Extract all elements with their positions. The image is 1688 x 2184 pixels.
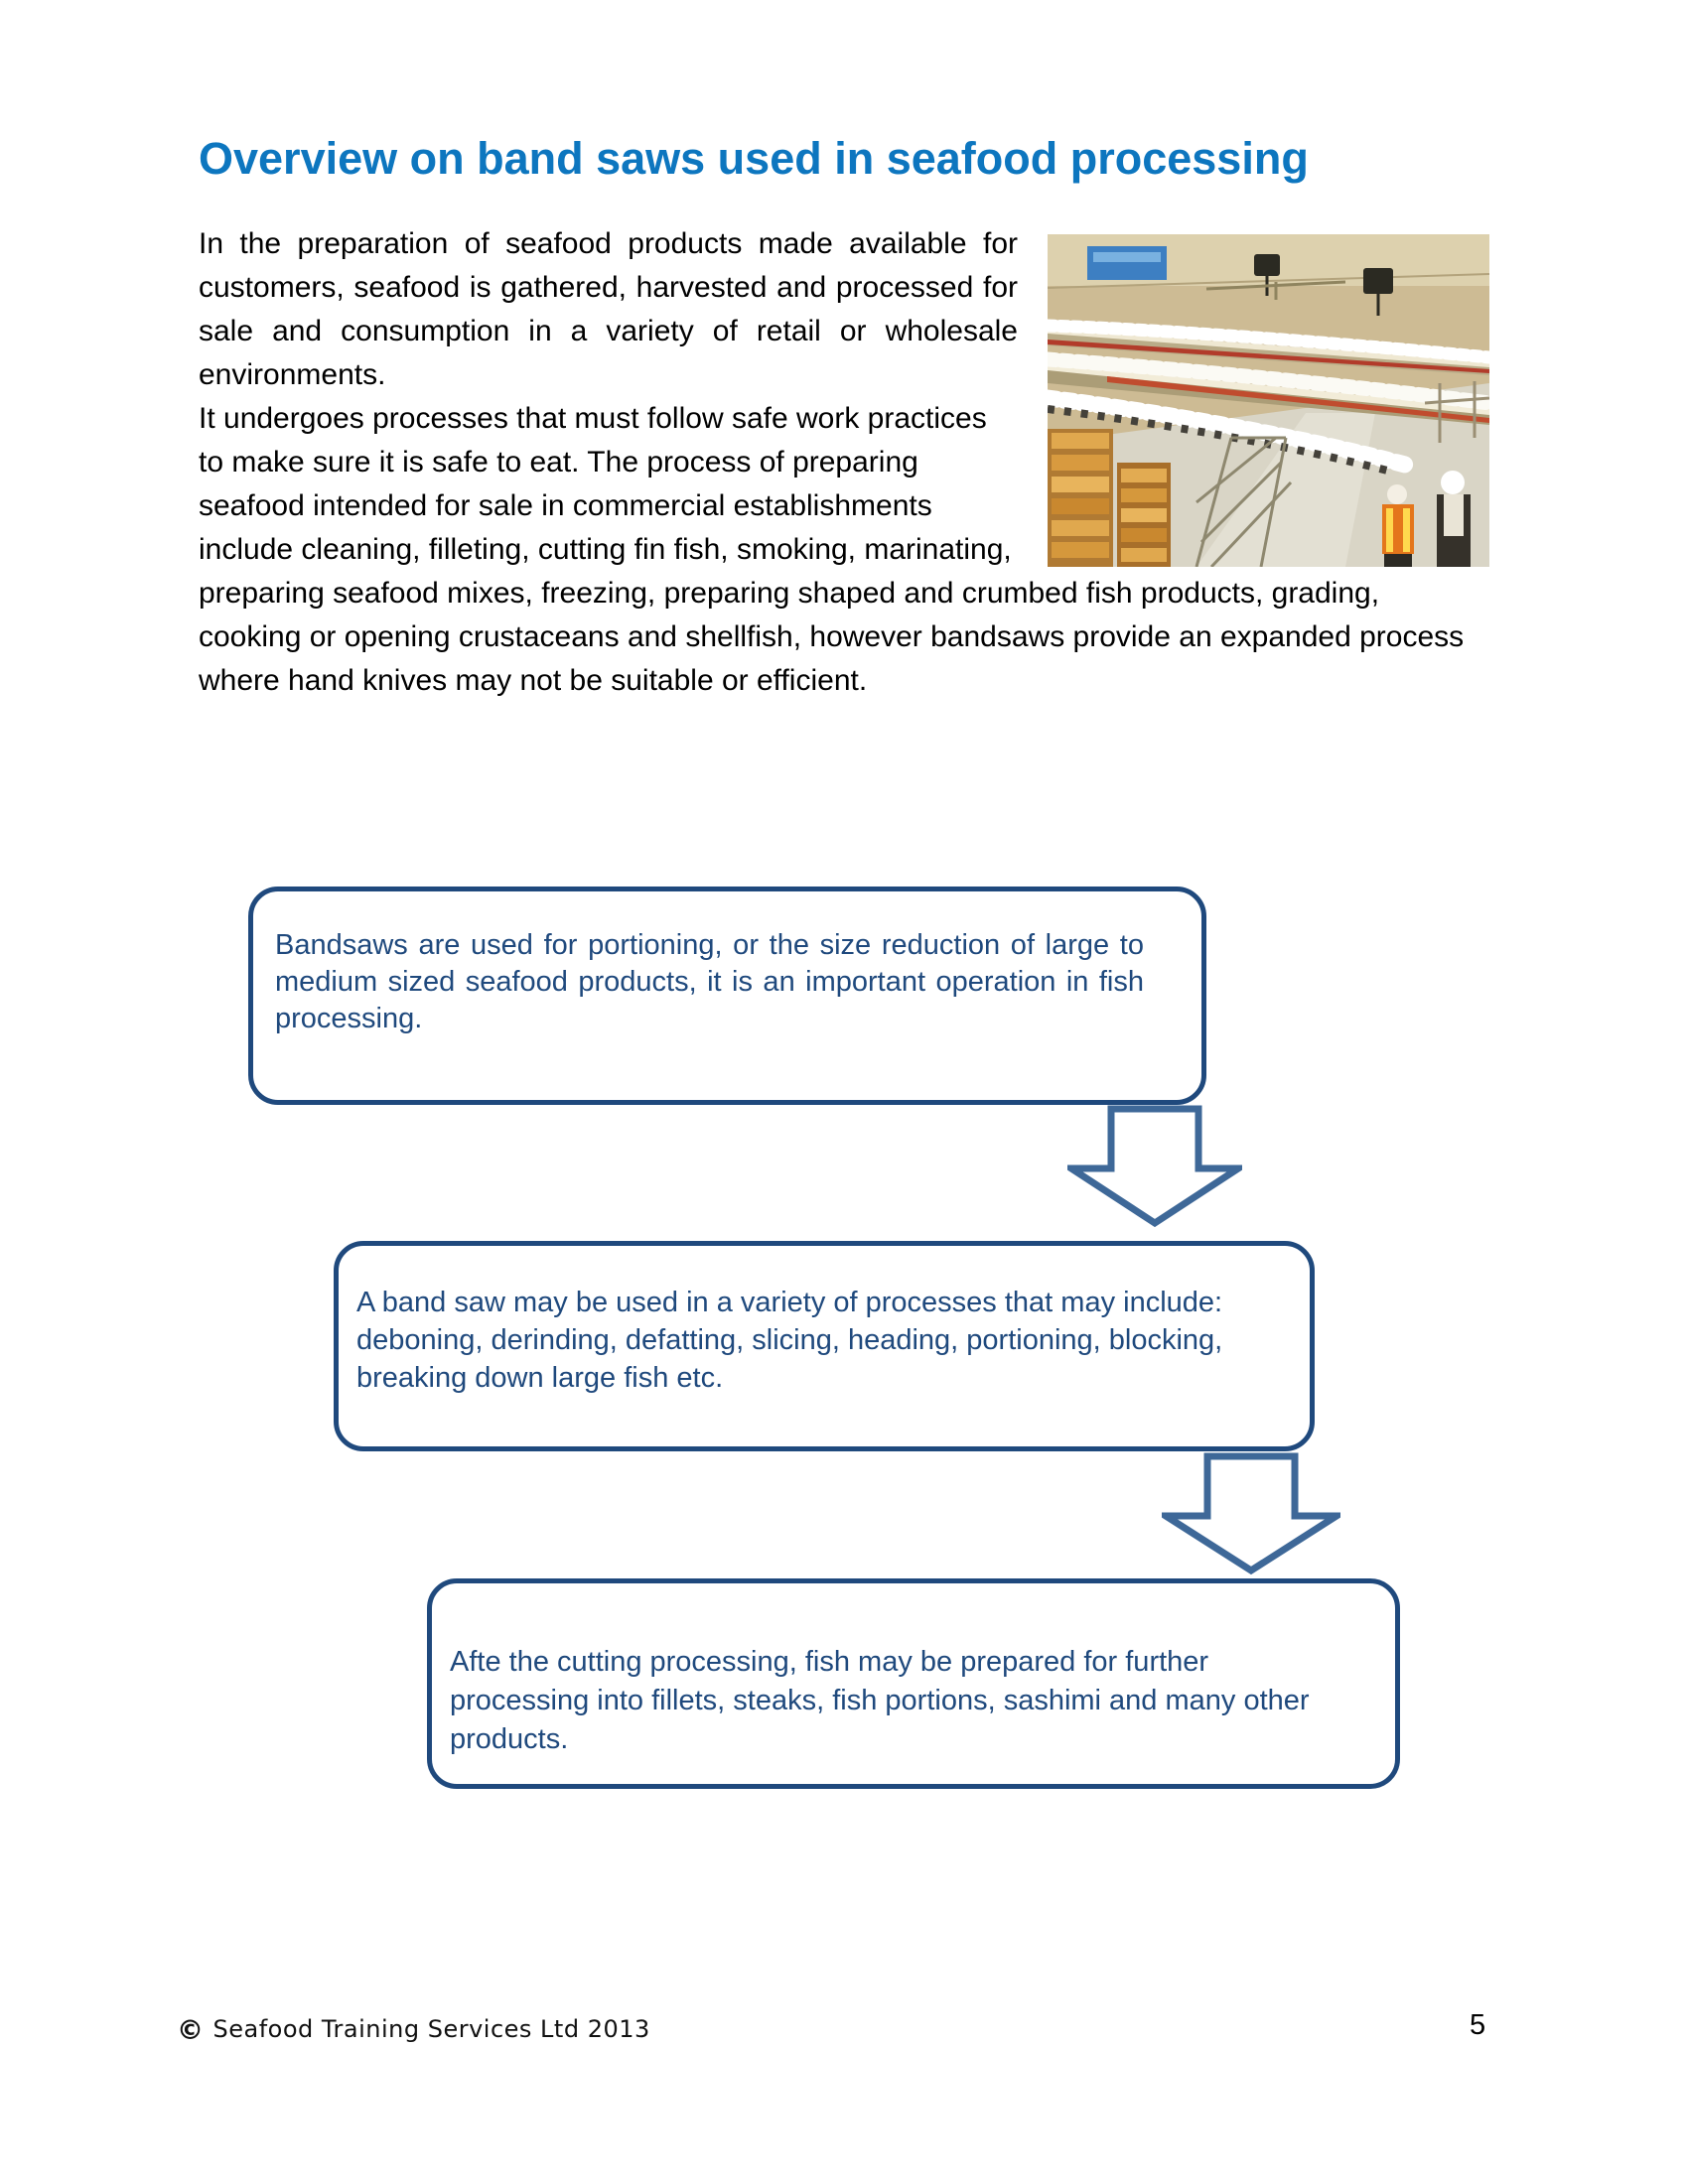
flow-box-3 [427,1578,1400,1789]
flow-box-3-text: Afte the cutting processing, fish may be prepared for further processing into fillets, steaks, fish portions, sashimi and many other products. [450,1646,1310,1755]
footer [177,2015,650,2046]
factory-photo-illustration [1048,234,1489,567]
intro-paragraph-1-text: In the preparation of seafood products made available for customers, seafood is gathered, harvested and processed for sale and consumption in a variety of retail or wholesale environments. [199,227,1018,391]
intro-paragraph-1 [199,222,1489,397]
flow-box-2 [334,1241,1315,1451]
page-title: Overview on band saws used in seafood processing [199,133,1309,184]
copyright-icon: © [177,2015,205,2046]
footer-text: Seafood Training Services Ltd 2013 [212,2015,650,2043]
flow-box-1-text: Bandsaws are used for portioning, or the size reduction of large to medium sized seafood products, it is an important operation in fish processing. [275,929,1144,1034]
flow-box-2-text: A band saw may be used in a variety of processes that may include: deboning, derinding, defatting, slicing, heading, portioning, blocking, breaking down large fish etc. [356,1287,1223,1394]
page-number: 5 [1470,2009,1486,2041]
flow-box-1 [248,887,1206,1105]
down-arrow-icon [1162,1452,1340,1575]
intro-paragraph-2: It undergoes processes that must follow safe work practices to make sure it is safe to eat. The process of preparing seafood intended for sale in commercial establishments include cleaning, filleting, cutting fin fish, smoking, marinating, preparing seafood mixes, freezing, preparing shaped and crumbed fish products, grading, cooking or opening crustaceans and shellfish, however bandsaws provide an expanded process where hand knives may not be suitable or efficient. [199,402,1465,697]
down-arrow-icon [1067,1105,1242,1228]
intro-section [199,222,1489,703]
factory-photo [1048,234,1489,567]
